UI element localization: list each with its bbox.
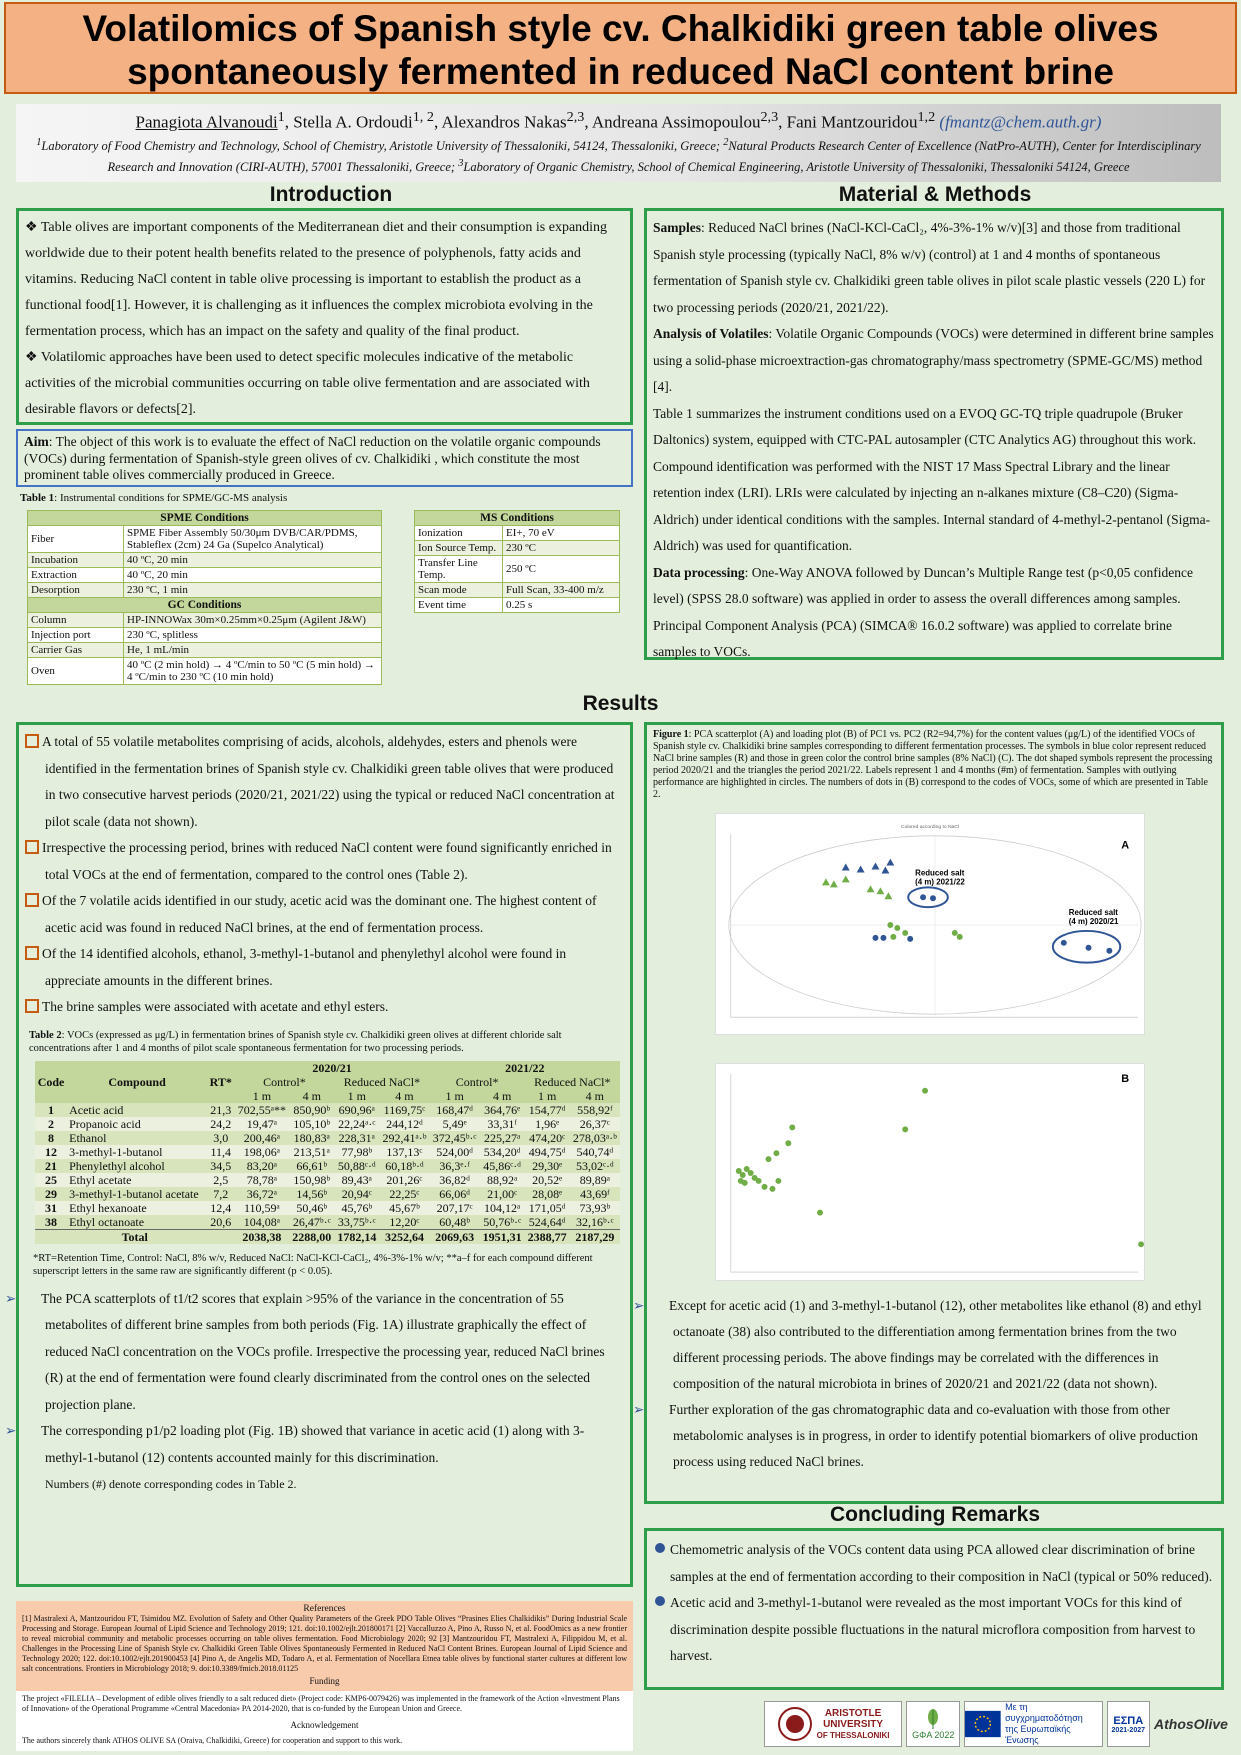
square-bullet-icon	[25, 999, 39, 1013]
plot-a-annotation-2021: Reduced salt (4 m) 2021/22	[915, 868, 965, 887]
eu-cofunding-logo: Με τη συγχρηματοδότηση της Ευρωπαϊκής Ένωσης	[964, 1701, 1102, 1747]
references-box: References [1] Mastralexi A, Mantzouridou FT, Tsimidou MZ. Evolution of Safety and Other Quality Parameters of the Greek PDO Table Olives “Prasines Elies Chalkidikis” During Industrial Scale Processing and Storage. European Journal of Lipid Science and Technology 2019; 121. doi:10.1002/ejlt.201800171 [2] Vaccalluzzo A, Pino A, Russo N, et al. FoodOmics as a new frontier to reveal microbial community and metabolic processes occurring on table olives fermentation. Food Microbiology 2020; 92 [3] Mantzouridou FT, Mastralexi A, Filippidou M, et al. Challenges in the Processing Line of Spanish Style cv. Chalkidiki Green Table Olives Spontaneously Fermented in Reduced NaCl Content Brines. European Journal of Lipid Science and Technology 2020; 122. doi:10.1002/ejlt.201900453 [4] Pino A, de Angelis MD, Todaro A, et al. Fermentation of Nocellara Etnea table olives by functional starter cultures at different low salt concentrations. Frontiers in Microbiology 2018; 9. doi:10.3389/fmicb.2018.01125 Funding	[16, 1601, 633, 1691]
square-bullet-icon	[25, 734, 39, 748]
arrow-bullet-icon: ➢	[5, 1290, 17, 1307]
score-points-triangles-blue	[842, 859, 895, 874]
score-points-dots-green	[887, 922, 962, 940]
table2-footnote: *RT=Retention Time, Control: NaCl, 8% w/v, Reduced NaCl: NaCl-KCl-CaCl₂, 4%-3%-1% w/v; **a–f for each compound different superscript letters in the same raw are significantly different (p < 0.05).	[33, 1252, 593, 1277]
conclusions-heading: Concluding Remarks	[829, 1503, 1041, 1526]
affiliations: $^1$Laboratory of Food Chemistry and Technology, School of Chemistry, Aristotle University of Thessaloniki, 54124, Thessaloniki, Greece; $^2$Natural Products Research Center of Excellence (NatPro-AUTH), Center for Interdisciplinary Research and Innovation (CIRI-AUTH), 57001 Thessaloniki, Greece; $^3$Laboratory of Organic Chemistry, School of Chemical Engineering, Aristotle University of Thessaloniki, Thessaloniki 54124, Greece	[36, 136, 1201, 174]
methods-heading: Material & Methods	[838, 183, 1032, 206]
pca-score-plot	[715, 813, 1145, 1035]
table2-row: 12 3-methyl-1-butanol 11,4 198,06ᵃ 213,51ᵃ 77,98ᵇ 137,13ᶜ 524,00ᵈ 534,20ᵈ 494,75ᵈ 540,74ᵈ	[35, 1145, 620, 1159]
methods-box: Samples: Reduced NaCl brines (NaCl-KCl-CaCl₂, 4%-3%-1% w/v)[3] and those from traditional Spanish style processing (typically NaCl, 8% w/v) (control) at 1 and 4 months of spontaneous fermentation of Spanish style cv. Chalkidiki green table olives in pilot scale plastic vessels (220 L) for two processing periods (2020/21, 2021/22). Analysis of Volatiles: Volatile Organic Compounds (VOCs) were determined in different brine samples using a solid-phase microextraction-gas chromatography/mass spectrometry (SPME-GC/MS) method [4]. Table 1 summarizes the instrument conditions used on a EVOQ GC-TQ triple quadrupole (Bruker Daltonics) system, equipped with CTC-PAL autosampler (CTC Analytics AG) throughout this work. Compound identification was performed with the NIST 17 Mass Spectral Library and the linear retention index (LRI). LRIs were calculated by injecting an n-alkanes mixture (C8–C20) (Sigma-Aldrich) under identical conditions with the samples. Internal standard of 4-methyl-2-pentanol (Sigma-Aldrich) was used for quantification. Data processing: One-Way ANOVA followed by Duncan’s Multiple Range test (p<0,05 confidence level) (SPSS 28.0 software) was applied in order to assess the overall differences among samples. Principal Component Analysis (PCA) (SIMCA® 16.0.2 software) was applied to correlate brine samples to VOCs.	[644, 208, 1224, 660]
gpa-logo: GΦA 2022	[906, 1701, 960, 1747]
authors-block	[16, 104, 1221, 182]
arrow-bullet-icon: ➢	[5, 1423, 17, 1439]
table2-caption: Table 2: VOCs (expressed as μg/L) in fermentation brines of Spanish style cv. Chalkidiki green olives at different chloride salt concentrations after 1 and 4 months of pilot scale spontaneous fermentation for two processing periods.	[29, 1029, 562, 1054]
plot-a-letter: A	[1121, 839, 1130, 852]
table1-spme-gc: SPME Conditions Fiber SPME Fiber Assembly 50/30μm DVB/CAR/PDMS, Stableflex (2cm) 24 Ga (Supelco Analytical) Incubation 40 ºC, 20 min Extraction 40 ºC, 20 min Desorption 230 ºC, 1 min GC Conditions Column HP-INNOWax 30m×0.25mm×0.25μm (Agilent J&W) Injection port 230 ºC, splitless Carrier Gas He, 1 mL/min Oven 40 ºC (2 min hold) → 4 ºC/min to 50 ºC (5 min hold) → 4 ºC/min to 230 ºC (10 min hold)	[27, 510, 382, 685]
author-list: Panagiota Alvanoudi$^1$, Stella A. Ordoudi$^{1, 2}$, Alexandros Nakas$^{2,3}$, Andreana Assimopoulou$^{2,3}$, Fani Mantzouridou$^{1,2}$ (fmantz@chem.auth.gr)	[135, 109, 1102, 132]
athos-olive-logo: AthosOlive	[1154, 1716, 1228, 1732]
table2-total-row: Total 2038,38 2288,00 1782,14 3252,64 2069,63 1951,31 2388,77 2187,29	[35, 1229, 620, 1244]
table2-row: 25 Ethyl acetate 2,5 78,78ᵃ 150,98ᵇ 89,43ᵃ 201,26ᶜ 36,82ᵈ 88,92ᵃ 20,52ᵉ 89,89ᵃ	[35, 1173, 620, 1187]
table2-row: 1 Acetic acid 21,3 702,55ᵃ** 850,90ᵇ 690,96ᵃ 1169,75ᶜ 168,47ᵈ 364,76ᵉ 154,77ᵈ 558,92ᶠ	[35, 1103, 620, 1117]
results-right-box	[633, 722, 1224, 1504]
score-points-triangles-green	[822, 875, 892, 899]
plot-a-title: Colored according to NaCl	[901, 824, 959, 830]
result-item: Of the 7 volatile acids identified in our study, acetic acid was the dominant one. The highest content of acetic acid was found in reduced NaCl brines, at the end of fermentation process.	[25, 888, 624, 941]
conclusions-box	[644, 1528, 1224, 1690]
table2-row: 38 Ethyl octanoate 20,6 104,08ᵃ 26,47ᵇ·ᶜ 33,75ᵇ·ᶜ 12,20ᶜ 60,48ᵇ 50,76ᵇ·ᶜ 524,64ᵈ 32,16ᵇ·ᶜ	[35, 1215, 620, 1230]
result-item: Of the 14 identified alcohols, ethanol, 3-methyl-1-butanol and phenylethyl alcohol were found in appreciate amounts in the different brines.	[25, 941, 624, 994]
loading-points	[736, 1088, 1144, 1248]
conclusion-item: Acetic acid and 3-methyl-1-butanol were revealed as the most important VOCs for this kind of discrimination despite possible fluctuations in the natural microflora composition from harvest to harvest.	[655, 1590, 1213, 1670]
pca-text-1: ➢ The PCA scatterplots of t1/t2 scores that explain >95% of the variance in the concentration of 55 metabolites of different brine samples from both periods (Fig. 1A) illustrate graphically the effect of reduced NaCl concentration on the VOCs profile. Irrespective the processing year, reduced NaCl brines (R) at the end of fermentation were found clearly discriminated from the control ones on the selected projection plane.	[25, 1286, 624, 1419]
arrow-bullet-icon: ➢	[633, 1298, 645, 1314]
square-bullet-icon	[25, 893, 39, 907]
result-item: A total of 55 volatile metabolites comprising of acids, alcohols, aldehydes, esters and phenols were identified in the fermentation brines of Spanish style cv. Chalkidiki green table olives that were produced in two consecutive harvest periods (2020/21, 2021/22) using the typical or reduced NaCl concentration at pilot scale (data not shown).	[25, 729, 624, 835]
conclusion-item: Chemometric analysis of the VOCs content data using PCA allowed clear discrimination of brine samples at the end of fermentation according to their composition in NaCl (typical or 50% reduced).	[655, 1537, 1213, 1590]
espa-logo: ΕΣΠΑ 2021-2027	[1107, 1701, 1150, 1747]
arrow-bullet-icon: ➢	[633, 1402, 645, 1418]
pca-text-2: ➢ The corresponding p1/p2 loading plot (Fig. 1B) showed that variance in acetic acid (1) along with 3-methyl-1-butanol (12) contents accounted mainly for this discrimination.	[25, 1418, 624, 1471]
poster-title: Volatilomics of Spanish style cv. Chalkidiki green table olives spontaneously fermented in reduced NaCl content brine	[4, 2, 1237, 94]
outlier-circle-2021	[908, 887, 948, 907]
numbers-note: Numbers (#) denote corresponding codes in Table 2.	[45, 1477, 297, 1491]
table2-row: 2 Propanoic acid 24,2 19,47ᵃ 105,10ᵇ 22,24ᵃ·ᶜ 244,12ᵈ 5,49ᵉ 33,31ᶠ 1,96ᵉ 26,37ᶜ	[35, 1117, 620, 1131]
introduction-heading: Introduction	[269, 183, 393, 206]
table2-row: 31 Ethyl hexanoate 12,4 110,59ᵃ 50,46ᵇ 45,76ᵇ 45,67ᵇ 207,17ᶜ 104,12ᵃ 171,05ᵈ 73,93ᵇ	[35, 1201, 620, 1215]
diamond-bullet-icon: ❖	[25, 350, 41, 365]
table2-row: 8 Ethanol 3,0 200,46ᵃ 180,83ᵃ 228,31ᵃ 292,41ᵃ·ᵇ 372,45ᵇ·ᶜ 225,27ᵃ 474,20ᶜ 278,03ᵃ·ᵇ	[35, 1131, 620, 1145]
introduction-box: ❖ Table olives are important components of the Mediterranean diet and their consumption is expanding worldwide due to their potent health benefits related to the presence of polyphenols, fatty acids and vitamins. Reducing NaCl content in table olive processing is important to establish the product as a functional food[1]. However, it is challenging as it influences the complex microbiota evolving in the fermentation process, which has an impact on the safety and quality of the final product. ❖ Volatilomic approaches have been used to detect specific molecules indicative of the metabolic activities of the microbial communities occurring on table olive fermentation and are associated with desirable flavors or defects[2].	[16, 208, 633, 425]
pca-loading-plot	[715, 1063, 1145, 1281]
table1-caption: Table 1: Instrumental conditions for SPME/GC-MS analysis	[20, 492, 288, 504]
table2: Code Compound RT* 2020/21 2021/22 Control* Reduced NaCl* Control* Reduced NaCl* 1 m 4 m 1 m 4 m 1 m 4 m 1 m 4 m 1 Acetic acid 21,3 702,55ᵃ** 850,90ᵇ 690,96ᵃ 1169,75ᶜ 168,47ᵈ 364,76ᵉ 154,77ᵈ 558,92ᶠ 2 Propanoic acid 24,2 19,47ᵃ 105,10ᵇ 22,24ᵃ·ᶜ 244,12ᵈ 5,49ᵉ 33,31ᶠ 1,96ᵉ 26,37ᶜ 8 Ethanol 3,0 200,46ᵃ 180,83ᵃ 228,31ᵃ 292,41ᵃ·ᵇ 372,45ᵇ·ᶜ 225,27ᵃ 474,20ᶜ 278,03ᵃ·ᵇ 12 3-methyl-1-butanol 11,4 198,06ᵃ 213,51ᵃ 77,98ᵇ 137,13ᶜ 524,00ᵈ 534,20ᵈ 494,75ᵈ 540,74ᵈ 21 Phenylethyl alcohol 34,5 83,20ᵃ 66,61ᵇ 50,88ᶜ·ᵈ 60,18ᵇ·ᵈ 36,3ᵉ·ᶠ 45,86ᶜ·ᵈ 29,30ᵉ 53,02ᶜ·ᵈ 25 Ethyl acetate 2,5 78,78ᵃ 150,98ᵇ 89,43ᵃ 201,26ᶜ 36,82ᵈ 88,92ᵃ 20,52ᵉ 89,89ᵃ 29 3-methyl-1-butanol acetate 7,2 36,72ᵃ 14,56ᵇ 20,94ᶜ 22,25ᶜ 66,06ᵈ 21,00ᶜ 28,08ᵉ 43,69ᶠ 31 Ethyl hexanoate 12,4 110,59ᵃ 50,46ᵇ 45,76ᵇ 45,67ᵇ 207,17ᶜ 104,12ᵃ 171,05ᵈ 73,93ᵇ 38 Ethyl octanoate 20,6 104,08ᵃ 26,47ᵇ·ᶜ 33,75ᵇ·ᶜ 12,20ᶜ 60,48ᵇ 50,76ᵇ·ᶜ 524,64ᵈ 32,16ᵇ·ᶜ Total 2038,38 2288,00 1782,14 3252,64 2069,63 1951,31 2388,77 2187,29	[35, 1061, 620, 1244]
funding-box: The project «FILELIA – Development of edible olives friendly to a salt reduced diet» (Project code: KMP6-0079426) was implemented in the framework of the Action «Investment Plans of Innovation» of the Operational Programme «Central Macedonia» PA 2014-2020, that is co-funded by the European Union and Greece. Acknowledgement The authors sincerely thank ATHOS OLIVE SA (Oraiva, Chalkidiki, Greece) for cooperation and support to this work.	[16, 1691, 633, 1751]
right-result-2: ➢ Further exploration of the gas chromatographic data and co-evaluation with those from other metabolomic analyses is in progress, in order to identify potential biomarkers of olive production process using reduced NaCl brines.	[653, 1397, 1215, 1475]
plot-b-letter: B	[1121, 1072, 1130, 1085]
table2-row: 29 3-methyl-1-butanol acetate 7,2 36,72ᵃ 14,56ᵇ 20,94ᶜ 22,25ᶜ 66,06ᵈ 21,00ᶜ 28,08ᵉ 43,69ᶠ	[35, 1187, 620, 1201]
table1-ms: MS Conditions Ionization EI+, 70 eV Ion Source Temp. 230 ºC Transfer Line Temp. 250 ºC Scan mode Full Scan, 33-400 m/z Event time 0.25 s	[414, 510, 620, 613]
right-result-1: ➢ Except for acetic acid (1) and 3-methyl-1-butanol (12), other metabolites like ethanol (8) and ethyl octanoate (38) also contributed to the differentiation among fermentation brines from the two different processing periods. The above findings may be correlated with the differences in composition of the natural microbiota in brines of 2020/21 and 2021/22 (data not shown).	[653, 1293, 1215, 1397]
aim-box: Aim: The object of this work is to evaluate the effect of NaCl reduction on the volatile organic compounds (VOCs) during fermentation of Spanish-style green olives of cv. Chalkidiki , which constitute the most prominent table olives commercially produced in Greece.	[16, 429, 633, 487]
result-item: The brine samples were associated with acetate and ethyl esters.	[25, 994, 624, 1021]
square-bullet-icon	[25, 840, 39, 854]
dot-bullet-icon	[655, 1596, 665, 1606]
contact-email[interactable]: (fmantz@chem.auth.gr)	[939, 112, 1102, 132]
diamond-bullet-icon: ❖	[25, 220, 41, 235]
dot-bullet-icon	[655, 1543, 665, 1553]
eu-flag-icon	[965, 1710, 1001, 1738]
olive-branch-icon	[922, 1708, 944, 1730]
result-item: Irrespective the processing period, brines with reduced NaCl content were found significantly enriched in total VOCs at the end of fermentation, compared to the control ones (Table 2).	[25, 835, 624, 888]
auth-seal-icon	[777, 1706, 813, 1742]
square-bullet-icon	[25, 946, 39, 960]
figure1-caption: Figure 1: PCA scatterplot (A) and loading plot (B) of PC1 vs. PC2 (R2=94,7%) for the content values (μg/L) of the identified VOCs of Spanish style cv. Chalkidiki brine samples corresponding to different fermentation processes. The symbols in blue color represent reduced NaCl brine samples (R) and those in green color the control brine samples (8% NaCl) (C). The dot shaped symbols represent the processing period 2020/21 and the triangles the period 2021/22. Labels represent 1 and 4 months (#m) of fermentation. Samples with outlying performance are highlighted in circles. The numbers of dots in (B) correspond to the codes of VOCs, some of which are presented in Table 2.	[653, 729, 1213, 800]
plot-a-annotation-2020: Reduced salt (4 m) 2020/21	[1068, 908, 1119, 926]
results-heading: Results	[582, 692, 659, 715]
results-left-box	[5, 722, 633, 1587]
table2-row: 21 Phenylethyl alcohol 34,5 83,20ᵃ 66,61ᵇ 50,88ᶜ·ᵈ 60,18ᵇ·ᵈ 36,3ᵉ·ᶠ 45,86ᶜ·ᵈ 29,30ᵉ 53,02ᶜ·ᵈ	[35, 1159, 620, 1173]
logos-strip	[764, 1700, 1228, 1748]
auth-logo: ARISTOTLE UNIVERSITY OF THESSALONIKI	[764, 1701, 902, 1747]
